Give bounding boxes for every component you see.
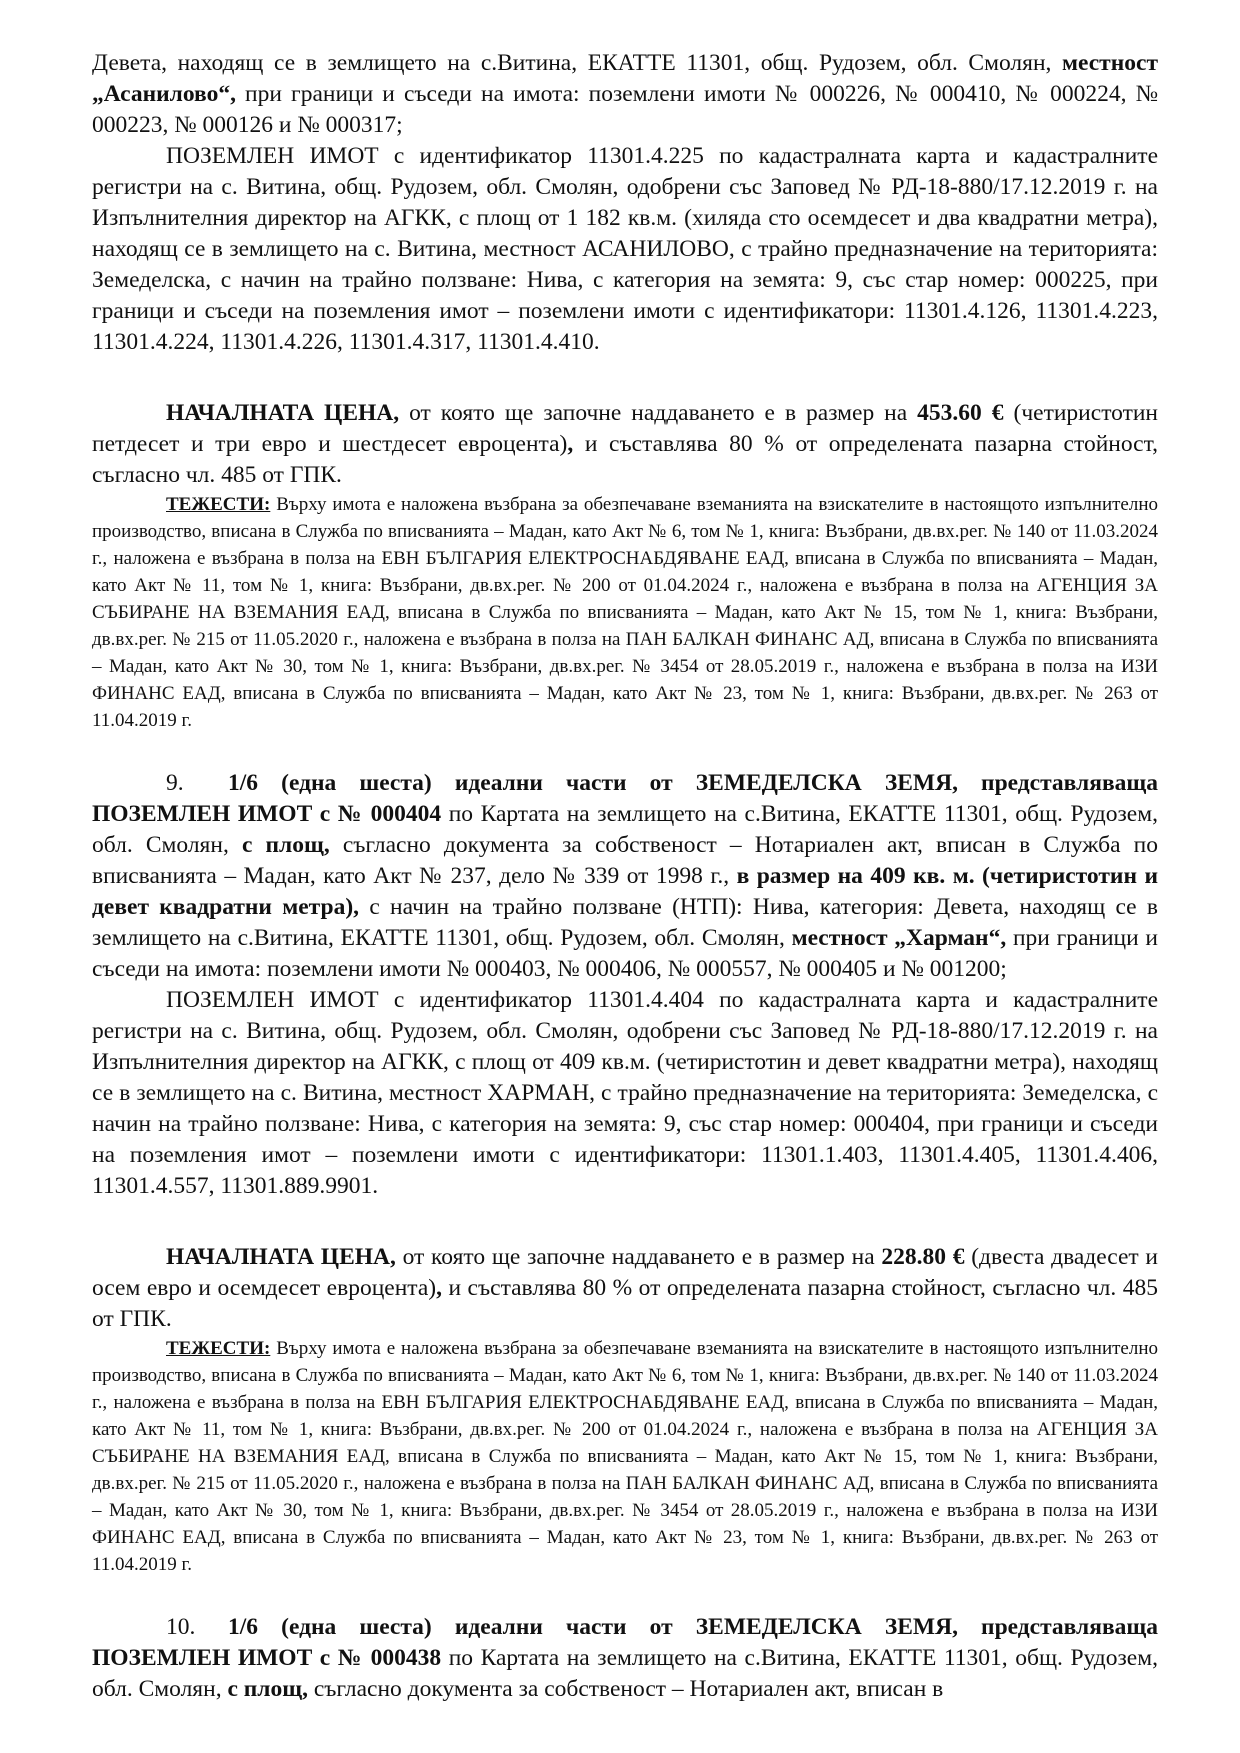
price-label: НАЧАЛНАТА ЦЕНА, bbox=[166, 1244, 396, 1270]
text-run: Девета, находящ се в землището на с.Витина, ЕКАТТЕ 11301, общ. Рудозем, обл. Смолян, bbox=[92, 50, 1063, 76]
price-amount: 228.80 € bbox=[881, 1244, 965, 1270]
item9-cadastral-description: ПОЗЕМЛЕН ИМОТ с идентификатор 11301.4.404 по кадастралната карта и кадастралните регистри на с. Витина, общ. Рудозем, обл. Смолян, одобрени със Заповед № РД-18-880/17.12.2019 г. на Изпълнителния директор на АГКК, с площ от 409 кв.м. (четиристотин и девет квадратни метра), находящ се в землището на с. Витина, местност ХАРМАН, с трайно предназначение на територията: Земеделска, с начин на трайно ползване: Нива, с категория на земята: 9, със стар номер: 000404, при граници и съседи на поземления имот – поземлени имоти с идентификатори: 11301.1.403, 11301.4.405, 11301.4.406, 11301.4.557, 11301.889.9901. bbox=[92, 987, 1158, 1199]
price-amount: 453.60 € bbox=[917, 400, 1004, 426]
item8-cadastral-description: ПОЗЕМЛЕН ИМОТ с идентификатор 11301.4.225 по кадастралната карта и кадастралните регистри на с. Витина, общ. Рудозем, обл. Смолян, одобрени със Заповед № РД-18-880/17.12.2019 г. на Изпълнителния директор на АГКК, с площ от 1 182 кв.м. (хиляда сто осемдесет и два квадратни метра), находящ се в землището на с. Витина, местност АСАНИЛОВО, с трайно предназначение на територията: Земеделска, с начин на трайно ползване: Нива, с категория на земята: 9, със стар номер: 000225, при граници и съседи на поземления имот – поземлени имоти с идентификатори: 11301.4.126, 11301.4.223, 11301.4.224, 11301.4.226, 11301.4.317, 11301.4.410. bbox=[92, 143, 1158, 355]
text-run: , bbox=[436, 1275, 442, 1301]
text-run: (четиристотин петдесет и три евро и шестдесет евроцента) bbox=[92, 400, 1159, 457]
burdens-label: ТЕЖЕСТИ: bbox=[166, 494, 271, 515]
text-run: и съставлява 80 % от определената пазарна стойност, съгласно чл. 485 от ГПК. bbox=[92, 431, 1158, 488]
item-number: 10. bbox=[166, 1614, 196, 1640]
text-run: по Картата на землището на с.Витина, ЕКАТТЕ 11301, общ. Рудозем, обл. Смолян, bbox=[92, 1645, 1158, 1702]
item9-burdens bbox=[92, 1335, 1158, 1578]
price-label: НАЧАЛНАТА ЦЕНА, bbox=[166, 400, 400, 426]
area-size: в размер на 409 кв. м. (четиристотин и девет квадратни метра), bbox=[92, 863, 1158, 920]
item8-continuation bbox=[92, 48, 1158, 141]
item9-heading bbox=[92, 768, 1158, 985]
text-run: (двеста двадесет и осем евро и осемдесет евроцента) bbox=[92, 1244, 1158, 1301]
text-run: с площ, bbox=[241, 832, 330, 858]
text-run: при граници и съседи на имота: поземлени имоти № 000403, № 000406, № 000557, № 000405 и № 001200; bbox=[92, 925, 1158, 982]
locality-name: местност „Харман“, bbox=[791, 925, 1007, 951]
text-run: и съставлява 80 % от определената пазарна стойност, съгласно чл. 485 от ГПК. bbox=[92, 1275, 1158, 1332]
item8-starting-price bbox=[92, 398, 1158, 491]
locality-name: местност „Асанилово“, bbox=[92, 50, 1158, 107]
item-number: 9. bbox=[166, 770, 184, 796]
text-run: от която ще започне наддаването е в размер на bbox=[399, 400, 918, 426]
text-run: съгласно документа за собственост – Нотариален акт, вписан в bbox=[307, 1676, 944, 1702]
item-title: 1/6 (една шеста) идеални части от ЗЕМЕДЕЛСКА ЗЕМЯ, представляваща ПОЗЕМЛЕН ИМОТ с № 000438 bbox=[92, 1614, 1158, 1671]
item8-burdens bbox=[92, 491, 1158, 734]
burdens-text: Върху имота е наложена възбрана за обезпечаване вземанията на взискателите в настоящото изпълнително производство, вписана в Служба по вписванията – Мадан, като Акт № 6, том № 1, книга: Възбрани, дв.вх.рег. № 140 от 11.03.2024 г., наложена е възбрана в полза на ЕВН БЪЛГАРИЯ ЕЛЕКТРОСНАБДЯВАНЕ ЕАД, вписана в Служба по вписванията – Мадан, като Акт № 11, том № 1, книга: Възбрани, дв.вх.рег. № 200 от 01.04.2024 г., наложена е възбрана в полза на АГЕНЦИЯ ЗА СЪБИРАНЕ НА ВЗЕМАНИЯ ЕАД, вписана в Служба по вписванията – Мадан, като Акт № 15, том № 1, книга: Възбрани, дв.вх.рег. № 215 от 11.05.2020 г., наложена е възбрана в полза на ПАН БАЛКАН ФИНАНС АД, вписана в Служба по вписванията – Мадан, като Акт № 30, том № 1, книга: Възбрани, дв.вх.рег. № 3454 от 28.05.2019 г., наложена е възбрана в полза на ИЗИ ФИНАНС ЕАД, вписана в Служба по вписванията – Мадан, като Акт № 23, том № 1, книга: Възбрани, дв.вх.рег. № 263 от 11.04.2019 г. bbox=[92, 1338, 1158, 1575]
burdens-label: ТЕЖЕСТИ: bbox=[166, 1338, 271, 1359]
burdens-text: Върху имота е наложена възбрана за обезпечаване вземанията на взискателите в настоящото изпълнително производство, вписана в Служба по вписванията – Мадан, като Акт № 6, том № 1, книга: Възбрани, дв.вх.рег. № 140 от 11.03.2024 г., наложена е възбрана в полза на ЕВН БЪЛГАРИЯ ЕЛЕКТРОСНАБДЯВАНЕ ЕАД, вписана в Служба по вписванията – Мадан, като Акт № 11, том № 1, книга: Възбрани, дв.вх.рег. № 200 от 01.04.2024 г., наложена е възбрана в полза на АГЕНЦИЯ ЗА СЪБИРАНЕ НА ВЗЕМАНИЯ ЕАД, вписана в Служба по вписванията – Мадан, като Акт № 15, том № 1, книга: Възбрани, дв.вх.рег. № 215 от 11.05.2020 г., наложена е възбрана в полза на ПАН БАЛКАН ФИНАНС АД, вписана в Служба по вписванията – Мадан, като Акт № 30, том № 1, книга: Възбрани, дв.вх.рег. № 3454 от 28.05.2019 г., наложена е възбрана в полза на ИЗИ ФИНАНС ЕАД, вписана в Служба по вписванията – Мадан, като Акт № 23, том № 1, книга: Възбрани, дв.вх.рег. № 263 от 11.04.2019 г. bbox=[92, 494, 1158, 731]
text-run: по Картата на землището на с.Витина, ЕКАТТЕ 11301, общ. Рудозем, обл. Смолян, bbox=[92, 801, 1158, 858]
text-run: с площ, bbox=[227, 1676, 308, 1702]
text-run: съгласно документа за собственост – Нотариален акт, вписан в Служба по вписванията – Мадан, като Акт № 237, дело № 339 от 1998 г., bbox=[92, 832, 1158, 889]
item-title: 1/6 (една шеста) идеални части от ЗЕМЕДЕЛСКА ЗЕМЯ, представляваща ПОЗЕМЛЕН ИМОТ с № 000404 bbox=[92, 770, 1158, 827]
item9-starting-price bbox=[92, 1242, 1158, 1335]
text-run: , bbox=[567, 431, 574, 457]
text-run: при граници и съседи на имота: поземлени имоти № 000226, № 000410, № 000224, № 000223, № 000126 и № 000317; bbox=[92, 81, 1158, 138]
text-run: от която ще започне наддаването е в размер на bbox=[395, 1244, 882, 1270]
item10-heading bbox=[92, 1612, 1158, 1705]
text-run: с начин на трайно ползване (НТП): Нива, категория: Девета, находящ се в землището на с.Витина, ЕКАТТЕ 11301, общ. Рудозем, обл. Смолян, bbox=[92, 894, 1158, 951]
